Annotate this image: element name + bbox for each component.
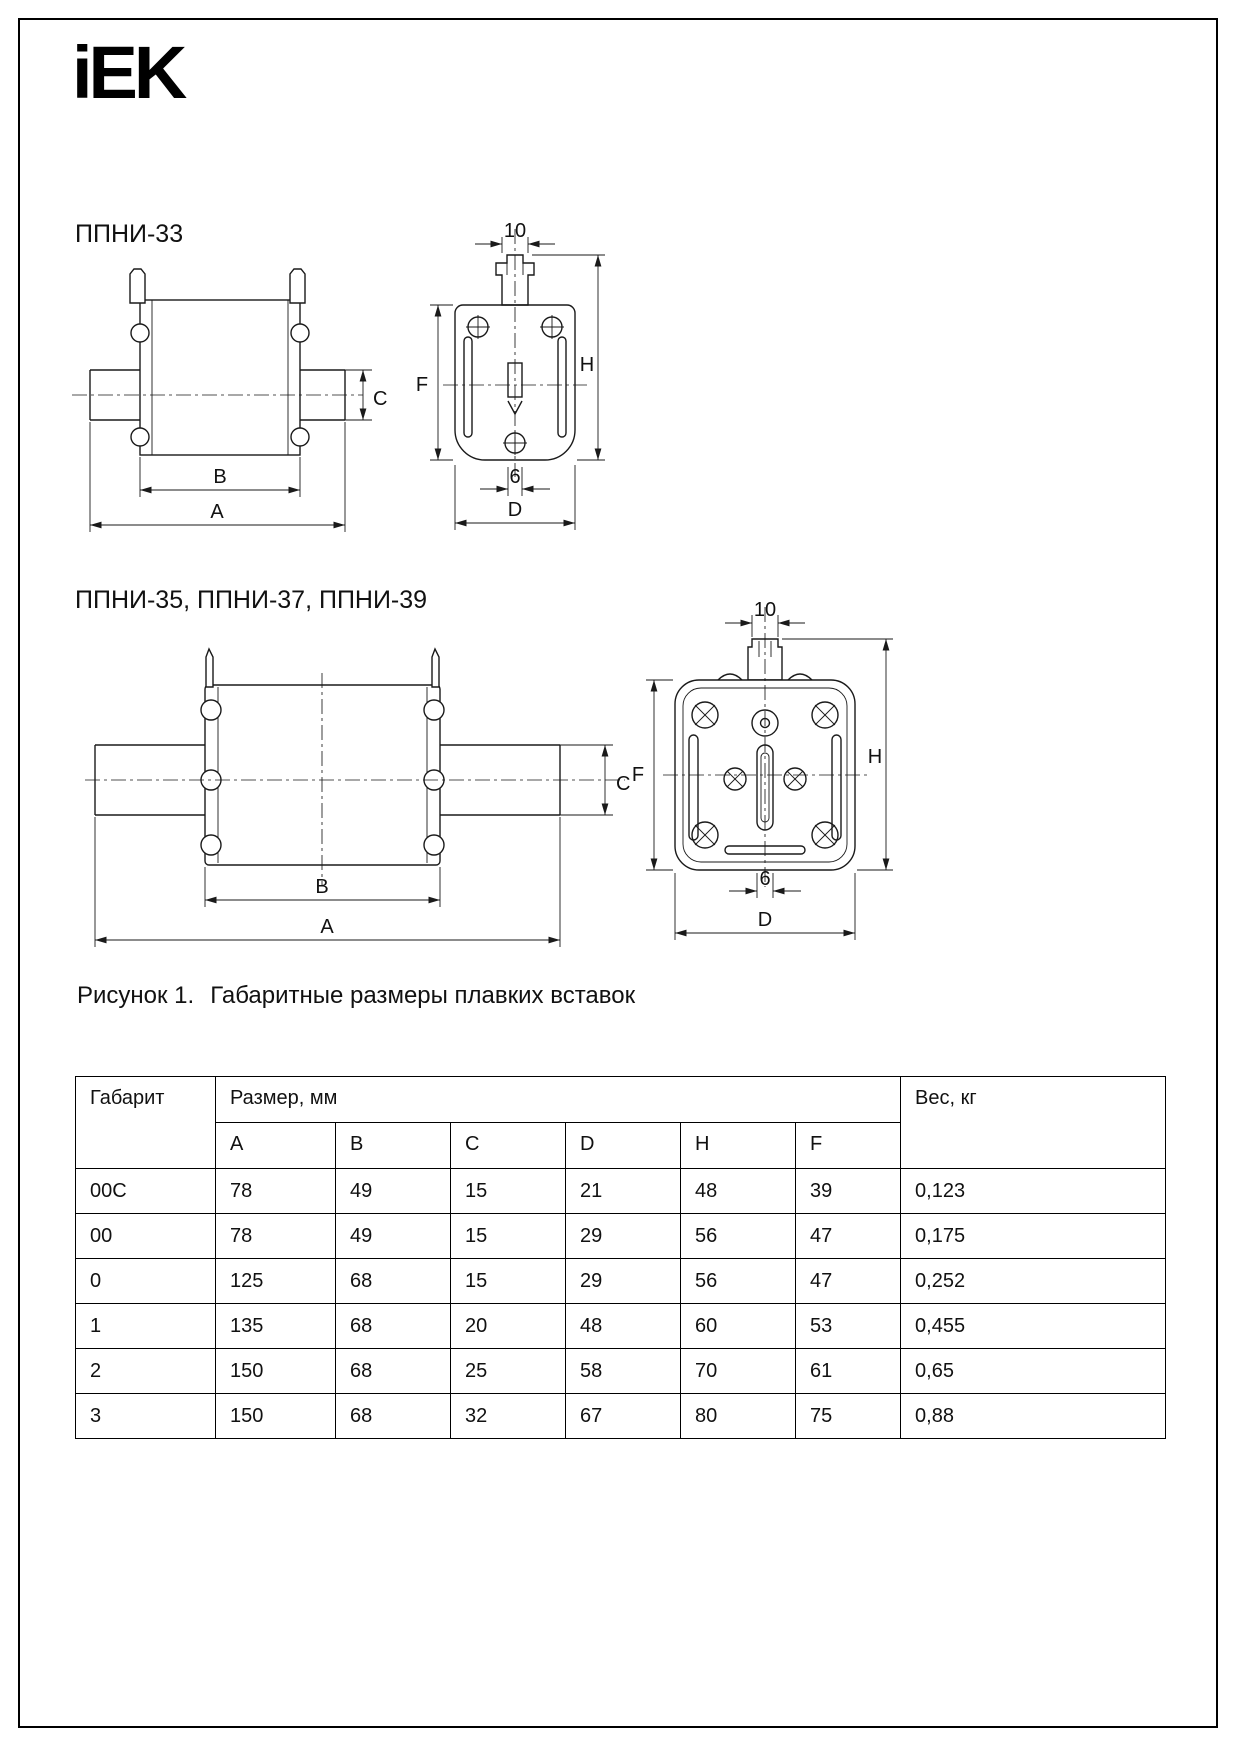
cell-gabarit: 0 (76, 1259, 216, 1304)
cell-c: 15 (451, 1169, 566, 1214)
table-row (76, 1394, 1166, 1439)
cell-b: 49 (336, 1169, 451, 1214)
cell-gabarit: 1 (76, 1304, 216, 1349)
table-row (76, 1169, 1166, 1214)
cell-f: 47 (796, 1214, 901, 1259)
cell-ves: 0,123 (901, 1169, 1166, 1214)
ppni33-front-view (416, 220, 605, 530)
dim-label-a: A (320, 916, 334, 938)
cell-gabarit: 00C (76, 1169, 216, 1214)
cell-h: 56 (681, 1214, 796, 1259)
cell-h: 80 (681, 1394, 796, 1439)
cell-d: 21 (566, 1169, 681, 1214)
cell-f: 61 (796, 1349, 901, 1394)
dim-label-h: H (867, 746, 883, 768)
dim-label-b: B (213, 466, 227, 488)
dim-label-d: D (757, 909, 773, 931)
dim-label-10: 10 (753, 599, 777, 621)
cell-f: 39 (796, 1169, 901, 1214)
cell-b: 68 (336, 1304, 451, 1349)
table-row (76, 1214, 1166, 1259)
cell-d: 67 (566, 1394, 681, 1439)
iek-logo: iEK (72, 31, 184, 114)
col-header-b: B (336, 1123, 451, 1169)
cell-c: 20 (451, 1304, 566, 1349)
cell-f: 53 (796, 1304, 901, 1349)
ppni-35-37-39-drawing (80, 595, 920, 975)
dim-label-c: C (616, 773, 631, 795)
cell-a: 78 (216, 1169, 336, 1214)
col-header-f: F (796, 1123, 901, 1169)
cell-c: 15 (451, 1214, 566, 1259)
dim-label-a: A (210, 501, 224, 523)
cell-d: 58 (566, 1349, 681, 1394)
drawing1-title: ППНИ-33 (75, 220, 184, 248)
table-row (76, 1259, 1166, 1304)
cell-h: 70 (681, 1349, 796, 1394)
cell-ves: 0,455 (901, 1304, 1166, 1349)
cell-a: 150 (216, 1349, 336, 1394)
cell-c: 32 (451, 1394, 566, 1439)
cell-gabarit: 3 (76, 1394, 216, 1439)
cell-a: 78 (216, 1214, 336, 1259)
dimensions-table (75, 1076, 1166, 1439)
ppni35-front-view (632, 599, 893, 940)
dim-label-6: 6 (509, 466, 521, 488)
col-header-h: H (681, 1123, 796, 1169)
dim-label-b: B (315, 876, 329, 898)
cell-b: 68 (336, 1349, 451, 1394)
col-header-c: C (451, 1123, 566, 1169)
cell-d: 48 (566, 1304, 681, 1349)
cell-f: 75 (796, 1394, 901, 1439)
cell-ves: 0,65 (901, 1349, 1166, 1394)
cell-h: 56 (681, 1259, 796, 1304)
col-header-d: D (566, 1123, 681, 1169)
dim-label-f: F (415, 374, 429, 396)
figure-text: Габаритные размеры плавких вставок (210, 982, 636, 1009)
cell-f: 47 (796, 1259, 901, 1304)
cell-b: 49 (336, 1214, 451, 1259)
cell-b: 68 (336, 1394, 451, 1439)
drawing2-title: ППНИ-35, ППНИ-37, ППНИ-39 (75, 586, 428, 614)
cell-c: 15 (451, 1259, 566, 1304)
cell-ves: 0,175 (901, 1214, 1166, 1259)
dim-label-c: C (373, 388, 388, 410)
dim-label-10: 10 (503, 220, 527, 242)
col-header-gabarit: Габарит (76, 1077, 216, 1169)
dim-label-6: 6 (759, 868, 771, 890)
figure-label: Рисунок 1. (77, 982, 195, 1009)
cell-d: 29 (566, 1214, 681, 1259)
dim-label-d: D (507, 499, 523, 521)
ppni33-side-view (72, 269, 387, 532)
cell-gabarit: 00 (76, 1214, 216, 1259)
col-header-razmer: Размер, мм (216, 1077, 901, 1123)
cell-a: 135 (216, 1304, 336, 1349)
cell-ves: 0,252 (901, 1259, 1166, 1304)
cell-h: 48 (681, 1169, 796, 1214)
cell-a: 150 (216, 1394, 336, 1439)
cell-d: 29 (566, 1259, 681, 1304)
ppni-33-drawing (60, 215, 640, 565)
cell-b: 68 (336, 1259, 451, 1304)
dim-label-f: F (631, 764, 645, 786)
cell-c: 25 (451, 1349, 566, 1394)
dim-label-h: H (579, 354, 595, 376)
ppni35-side-view (85, 649, 630, 947)
col-header-ves: Вес, кг (901, 1077, 1166, 1169)
table-header-row (76, 1077, 1166, 1123)
table-row (76, 1349, 1166, 1394)
cell-h: 60 (681, 1304, 796, 1349)
cell-gabarit: 2 (76, 1349, 216, 1394)
table-row (76, 1304, 1166, 1349)
cell-ves: 0,88 (901, 1394, 1166, 1439)
figure-caption (77, 982, 635, 1010)
col-header-a: A (216, 1123, 336, 1169)
cell-a: 125 (216, 1259, 336, 1304)
